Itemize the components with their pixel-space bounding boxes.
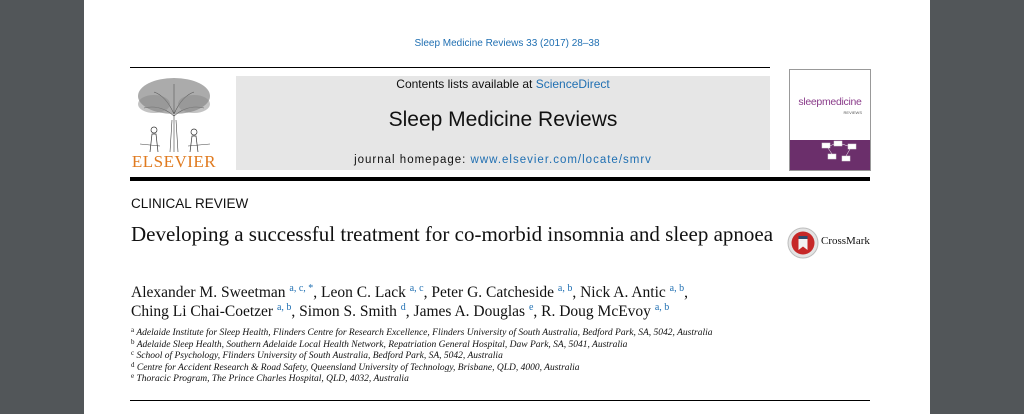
author-separator: , bbox=[684, 284, 688, 301]
contents-line bbox=[236, 77, 770, 91]
author-separator: , bbox=[572, 284, 581, 301]
elsevier-wordmark: ELSEVIER bbox=[131, 152, 217, 171]
affiliation-text: School of Psychology, Flinders University of South Australia, Bedford Park, SA, 5042, Australia bbox=[136, 351, 503, 362]
crossmark-icon bbox=[787, 227, 819, 259]
affiliation-letter: c bbox=[131, 349, 135, 358]
affiliation bbox=[131, 328, 871, 340]
top-rule bbox=[130, 67, 770, 68]
author-name: Peter G. Catcheside bbox=[431, 284, 555, 301]
sciencedirect-link[interactable]: ScienceDirect bbox=[535, 77, 610, 91]
journal-name: Sleep Medicine Reviews bbox=[388, 108, 618, 131]
affiliation-text: Centre for Accident Research & Road Safety, Queensland University of Technology, Brisbane, QLD, 4000, Australia bbox=[136, 362, 580, 373]
author[interactable] bbox=[414, 303, 542, 320]
author-name: Alexander M. Sweetman bbox=[131, 284, 286, 301]
affiliation bbox=[131, 351, 871, 363]
masthead-rule bbox=[130, 177, 870, 181]
article-section-label: CLINICAL REVIEW bbox=[131, 196, 249, 211]
author-name: R. Doug McEvoy bbox=[541, 303, 651, 320]
author[interactable] bbox=[541, 303, 669, 320]
journal-cover-thumbnail[interactable] bbox=[789, 69, 871, 171]
elsevier-tree-icon bbox=[130, 74, 218, 152]
affiliation-text: Adelaide Sleep Health, Southern Adelaide Local Health Network, Repatriation General Hospital, Daw Park, SA, 5041, Australia bbox=[136, 339, 628, 350]
author-affiliation-marks[interactable]: a, b bbox=[557, 283, 573, 294]
affiliation-letter: e bbox=[131, 372, 135, 381]
author-separator: , bbox=[405, 303, 414, 320]
cover-title: sleepmedicine bbox=[798, 96, 862, 108]
bottom-rule bbox=[130, 400, 870, 401]
author-affiliation-marks[interactable]: a, c bbox=[409, 283, 424, 294]
author-affiliation-marks[interactable]: a, c, * bbox=[289, 283, 314, 294]
author[interactable] bbox=[131, 303, 299, 320]
author[interactable] bbox=[431, 284, 580, 301]
affiliation-text: Adelaide Institute for Sleep Health, Flinders Centre for Research Excellence, Flinders University of South Australia, Bedford Park, SA, 5042, Australia bbox=[136, 328, 713, 338]
elsevier-logo[interactable] bbox=[130, 74, 218, 172]
author-list bbox=[131, 283, 811, 321]
homepage-prefix: journal homepage: bbox=[354, 154, 471, 166]
affiliation bbox=[131, 374, 871, 386]
author-affiliation-marks[interactable]: d bbox=[400, 302, 406, 313]
author-name: Ching Li Chai-Coetzer bbox=[131, 303, 274, 320]
author-affiliation-marks[interactable]: e bbox=[528, 302, 534, 313]
homepage-link[interactable]: www.elsevier.com/locate/smrv bbox=[470, 154, 652, 166]
affiliation bbox=[131, 360, 871, 375]
author-name: Leon C. Lack bbox=[321, 284, 406, 301]
cover-diagram-icon bbox=[820, 140, 860, 166]
affiliation-letter: d bbox=[131, 360, 135, 369]
journal-banner bbox=[236, 76, 770, 170]
author-affiliation-marks[interactable]: a, b bbox=[669, 283, 685, 294]
homepage-line bbox=[236, 154, 770, 166]
author-separator: , bbox=[291, 303, 300, 320]
author-separator: , bbox=[423, 284, 432, 301]
journal-citation[interactable]: Sleep Medicine Reviews 33 (2017) 28–38 bbox=[414, 38, 600, 49]
cover-subtitle: REVIEWS bbox=[843, 110, 862, 115]
author-separator: , bbox=[533, 303, 542, 320]
crossmark-label: CrossMark bbox=[821, 235, 870, 247]
crossmark-badge[interactable] bbox=[787, 227, 877, 257]
affiliation-list bbox=[131, 328, 871, 386]
author-name: Nick A. Antic bbox=[580, 284, 666, 301]
article-page bbox=[84, 0, 930, 414]
author-affiliation-marks[interactable]: a, b bbox=[654, 302, 670, 313]
affiliation-text: Thoracic Program, The Prince Charles Hospital, QLD, 4032, Australia bbox=[136, 374, 409, 385]
affiliation-letter: b bbox=[131, 337, 135, 346]
affiliation bbox=[131, 337, 871, 352]
article-title: Developing a successful treatment for co-morbid insomnia and sleep apnoea bbox=[131, 222, 774, 246]
contents-prefix: Contents lists available at bbox=[396, 77, 536, 91]
author[interactable] bbox=[321, 284, 431, 301]
author[interactable] bbox=[580, 284, 688, 301]
affiliation-letter: a bbox=[131, 326, 135, 334]
author[interactable] bbox=[299, 303, 413, 320]
author[interactable] bbox=[131, 284, 321, 301]
author-separator: , bbox=[313, 284, 322, 301]
author-name: James A. Douglas bbox=[413, 303, 526, 320]
author-affiliation-marks[interactable]: a, b bbox=[276, 302, 292, 313]
author-name: Simon S. Smith bbox=[299, 303, 397, 320]
